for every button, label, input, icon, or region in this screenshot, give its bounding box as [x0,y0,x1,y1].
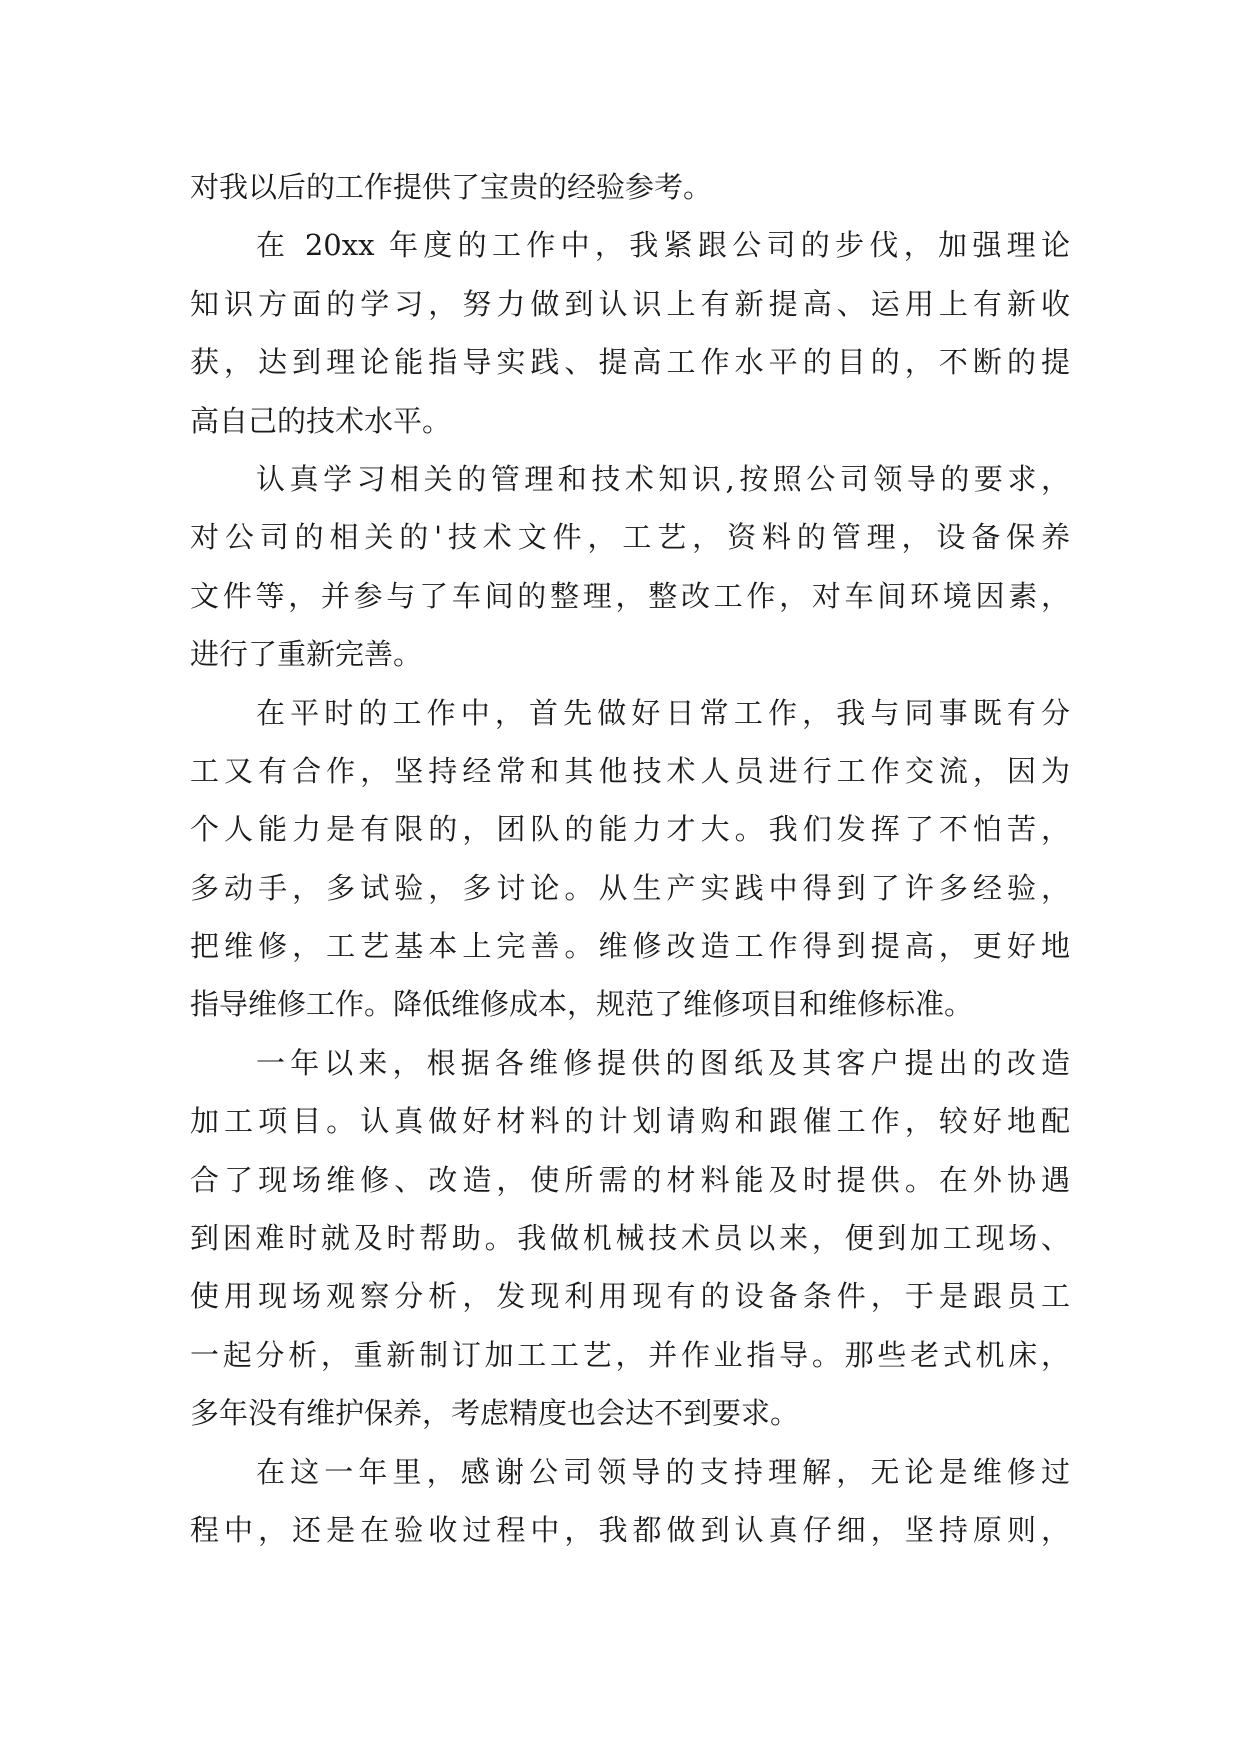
text-line: 对我以后的工作提供了宝贵的经验参考。 [190,170,713,204]
paragraph [190,1034,1070,1443]
text-line: 工又有合作，坚持经常和其他技术人员进行工作交流，因为 [190,753,1070,788]
text-line: 获，达到理论能指导实践、提高工作水平的目的，不断的提 [190,345,1070,380]
paragraph [190,684,1070,1034]
text-line: 把维修，工艺基本上完善。维修改造工作得到提高，更好地 [190,929,1070,964]
text-line: 程中，还是在验收过程中，我都做到认真仔细，坚持原则， [190,1512,1070,1547]
text-line: 对公司的相关的'技术文件，工艺，资料的管理，设备保养 [190,520,1070,555]
text-line: 进行了重新完善。 [190,637,423,672]
paragraph [190,450,1070,684]
text-line: 一年以来，根据各维修提供的图纸及其客户提出的改造 [256,1045,1070,1080]
text-line: 指导维修工作。降低维修成本，规范了维修项目和维修标准。 [190,987,974,1022]
paragraph [190,216,1070,450]
text-line: 文件等，并参与了车间的整理，整改工作，对车间环境因素， [190,578,1070,613]
text-line: 加工项目。认真做好材料的计划请购和跟催工作，较好地配 [190,1104,1070,1139]
paragraph [190,1443,1070,1560]
text-line: 使用现场观察分析，发现利用现有的设备条件，于是跟员工 [190,1279,1070,1314]
text-line: 在 20xx 年度的工作中，我紧跟公司的步伐，加强理论 [256,228,1070,263]
text-line: 知识方面的学习，努力做到认识上有新提高、运用上有新收 [190,286,1070,321]
text-line: 个人能力是有限的，团队的能力才大。我们发挥了不怕苦， [190,812,1070,847]
text-line: 多动手，多试验，多讨论。从生产实践中得到了许多经验， [190,870,1070,905]
text-line: 在平时的工作中，首先做好日常工作，我与同事既有分 [256,695,1070,730]
text-line: 合了现场维修、改造，使所需的材料能及时提供。在外协遇 [190,1162,1070,1197]
text-line: 到困难时就及时帮助。我做机械技术员以来，便到加工现场、 [190,1221,1070,1256]
text-line: 高自己的技术水平。 [190,403,452,438]
text-line: 认真学习相关的管理和技术知识,按照公司领导的要求， [256,461,1070,496]
text-line: 在这一年里，感谢公司领导的支持理解，无论是维修过 [256,1454,1070,1489]
text-line: 多年没有维护保养，考虑精度也会达不到要求。 [190,1396,800,1431]
text-line: 一起分析，重新制订加工工艺，并作业指导。那些老式机床， [190,1337,1070,1372]
paragraph [190,158,1070,216]
document-body [190,158,1070,1559]
